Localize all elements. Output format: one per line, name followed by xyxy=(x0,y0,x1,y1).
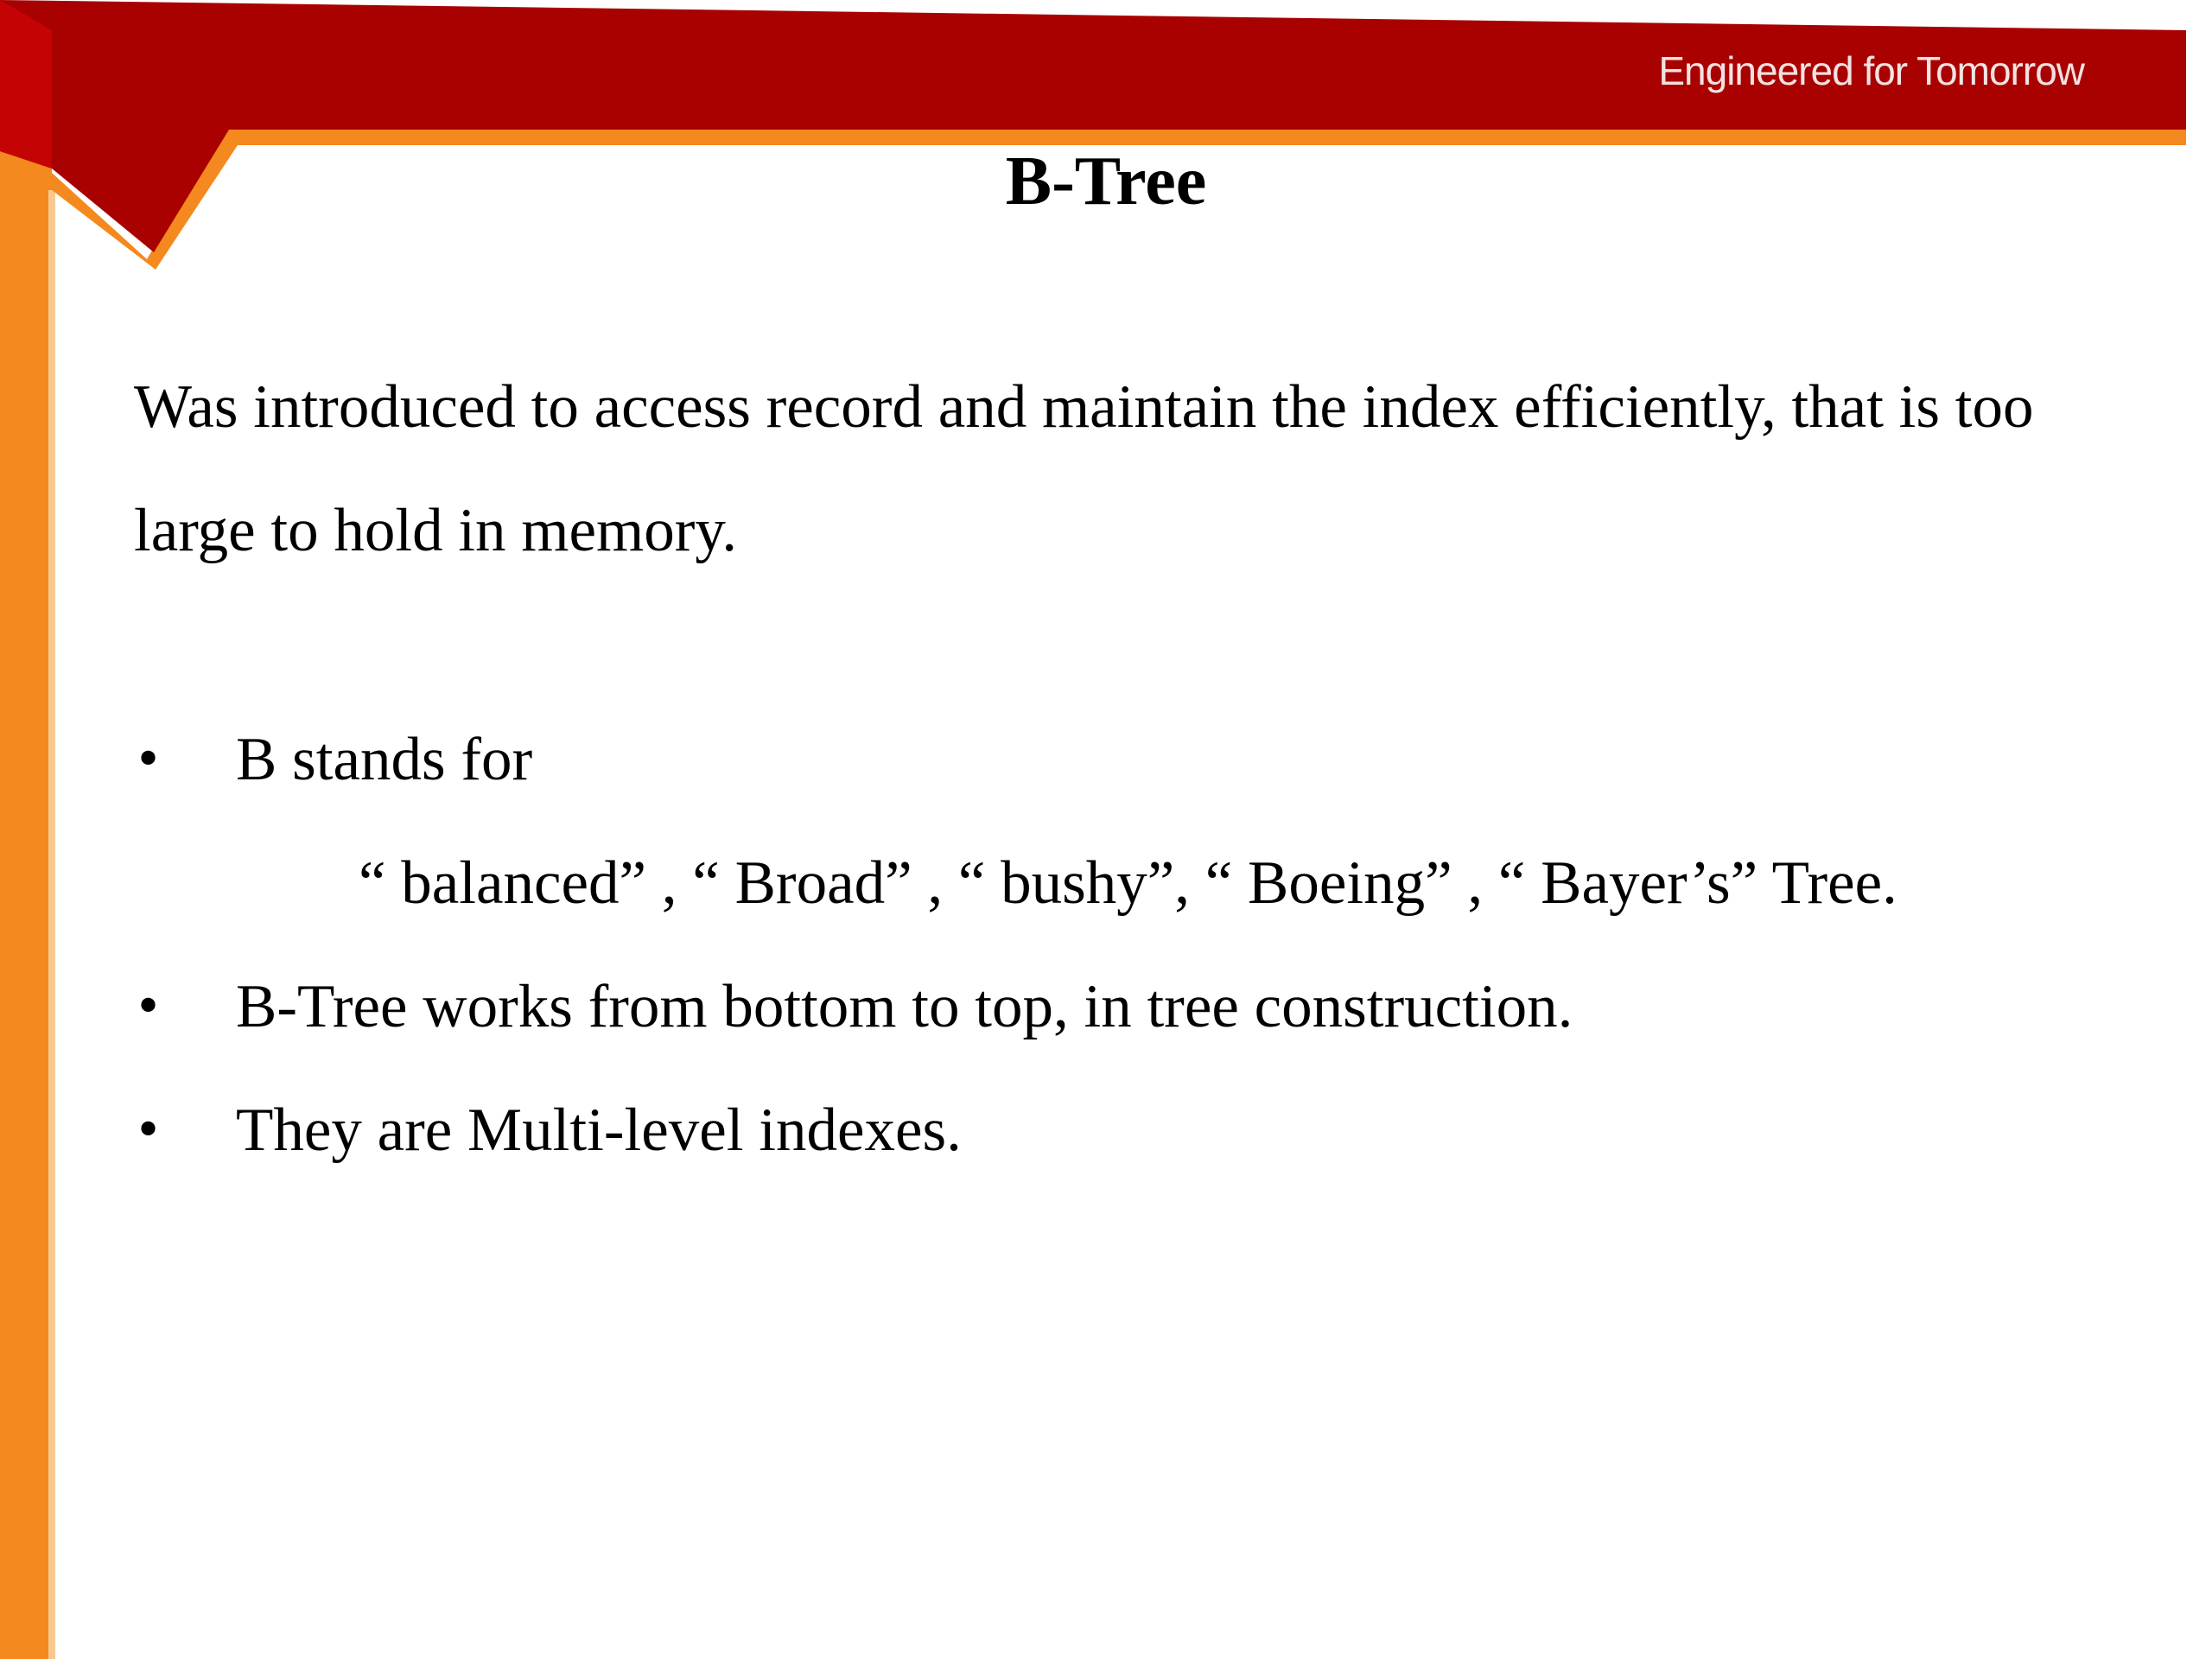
left-accent-bar xyxy=(0,147,52,1659)
bullet-text: B stands for xyxy=(236,726,533,793)
brand-tagline: Engineered for Tomorrow xyxy=(1658,48,2084,93)
bullet-line xyxy=(134,1069,2121,1192)
intro-paragraph: Was introduced to access record and maintain the index efficiently, that is too large to hold in memory. xyxy=(134,373,2034,564)
left-accent-bar-edge xyxy=(48,190,55,1659)
bullet-line xyxy=(134,945,2121,1069)
list-item xyxy=(134,1069,2121,1192)
bullet-text: B-Tree works from bottom to top, in tree construction. xyxy=(236,973,1573,1040)
bullet-text: They are Multi-level indexes. xyxy=(236,1096,962,1164)
bullet-line xyxy=(134,698,2121,822)
slide-title: B-Tree xyxy=(1005,143,1207,219)
bullet-icon: • xyxy=(134,979,163,1035)
list-item xyxy=(134,945,2121,1069)
bullet-icon: • xyxy=(134,732,163,788)
bullet-icon: • xyxy=(134,1103,163,1159)
bullet-list xyxy=(134,698,2121,1192)
bullet-subtext: “ balanced” , “ Broad” , “ bushy”, “ Boeing” , “ Bayer’s” Tree. xyxy=(359,849,1897,917)
list-item xyxy=(134,698,2121,945)
